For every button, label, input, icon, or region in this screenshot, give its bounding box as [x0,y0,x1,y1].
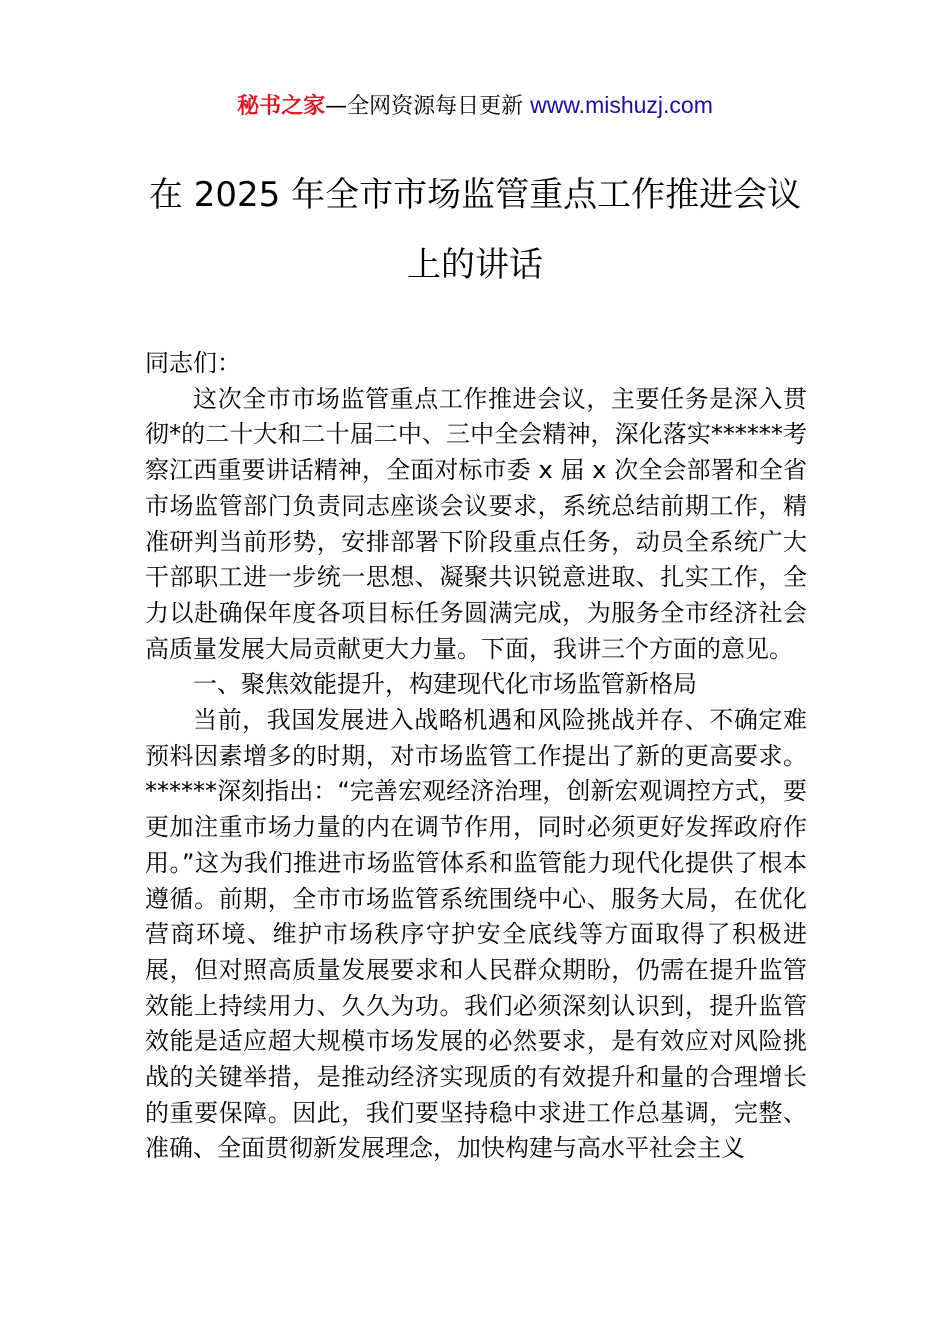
salutation: 同志们： [145,349,241,377]
section-heading-1: 一、聚焦效能提升，构建现代化市场监管新格局 [193,670,697,699]
document-title: 在 2025 年全市市场监管重点工作推进会议上的讲话 [148,175,802,285]
site-header [0,88,950,124]
site-brand: 秘书之家 [237,94,326,119]
site-url-link[interactable]: www.mishuzj.com [530,92,713,118]
paragraph-intro: 这次全市市场监管重点工作推进会议，主要任务是深入贯彻*的二十大和二十届二中、三中全会精神，深化落实******考察江西重要讲话精神，全面对标市委 x 届 x 次全会部署和全省市场监管部门负责同志座谈会议要求，系统总结前期工作，精准研判当前形势，安排部署下阶段重点任务，动员全系统广大干部职工进一步统一思想、凝聚共识锐意进取、扎实工作，全力以赴确保年度各项目标任务圆满完成，为服务全市经济社会高质量发展大局贡献更大力量。下面，我讲三个方面的意见。 [145,384,807,663]
document-body [145,346,807,1167]
paragraph-section-1: 当前，我国发展进入战略机遇和风险挑战并存、不确定难预料因素增多的时期，对市场监管工作提出了新的更高要求。******深刻指出：“完善宏观经济治理，创新宏观调控方式，要更加注重市场力量的内在调节作用，同时必须更好发挥政府作用。”这为我们推进市场监管体系和监管能力现代化提供了根本遵循。前期，全市市场监管系统围绕中心、服务大局，在优化营商环境、维护市场秩序守护安全底线等方面取得了积极进展，但对照高质量发展要求和人民群众期盼，仍需在提升监管效能上持续用力、久久为功。我们必须深刻认识到，提升监管效能是适应超大规模市场发展的必然要求，是有效应对风险挑战的关键举措，是推动经济实现质的有效提升和量的合理增长的重要保障。因此，我们要坚持稳中求进工作总基调，完整、准确、全面贯彻新发展理念，加快构建与高水平社会主义 [145,706,807,1163]
site-tagline: —全网资源每日更新 [325,94,524,119]
